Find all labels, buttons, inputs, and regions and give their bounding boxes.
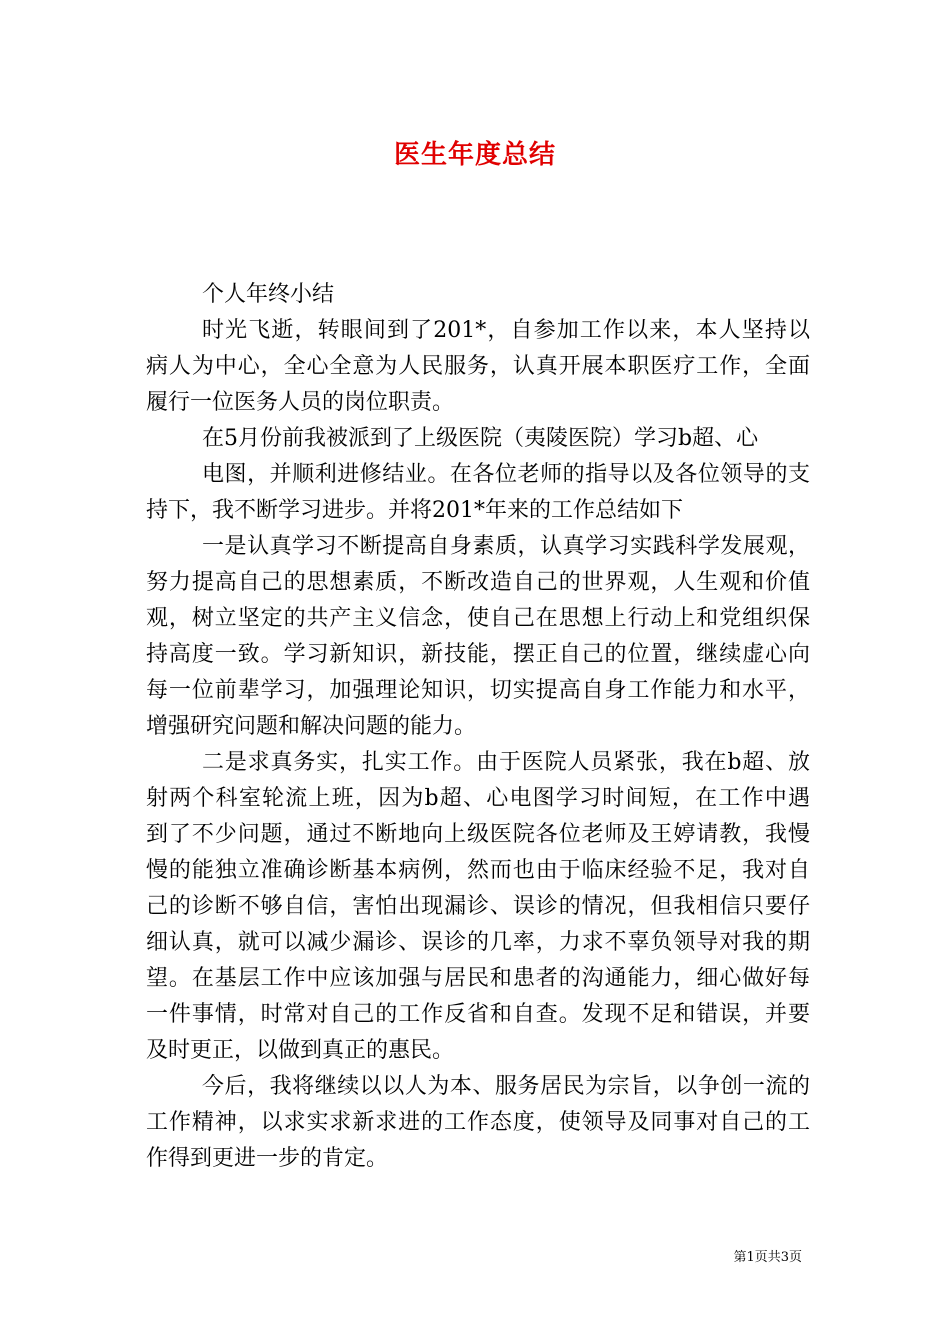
paragraph-line: 到了不少问题，通过不断地向上级医院各位老师及王婷请教，我慢	[146, 822, 810, 847]
paragraph-line: 及时更正，以做到真正的惠民。	[146, 1038, 455, 1063]
paragraph-line: 一件事情，时常对自己的工作反省和自查。发现不足和错误，并要	[146, 1002, 810, 1027]
document-title: 医生年度总结	[393, 140, 556, 170]
paragraph-line: 今后，我将继续以以人为本、服务居民为宗旨，以争创一流的	[202, 1074, 810, 1099]
paragraph-line: 射两个科室轮流上班，因为b超、心电图学习时间短，在工作中遇	[146, 786, 810, 811]
page-number-footer: 第1页共3页	[733, 1250, 802, 1265]
paragraph-line: 病人为中心，全心全意为人民服务，认真开展本职医疗工作，全面	[146, 354, 810, 379]
paragraph-line: 慢的能独立准确诊断基本病例，然而也由于临床经验不足，我对自	[146, 858, 810, 883]
paragraph-line: 每一位前辈学习，加强理论知识，切实提高自身工作能力和水平，	[146, 678, 810, 703]
paragraph-line: 时光飞逝，转眼间到了201*，自参加工作以来，本人坚持以	[202, 318, 810, 343]
paragraph-line: 细认真，就可以减少漏诊、误诊的几率，力求不辜负领导对我的期	[146, 930, 810, 955]
paragraph-line: 观，树立坚定的共产主义信念，使自己在思想上行动上和党组织保	[146, 606, 810, 631]
paragraph-line: 努力提高自己的思想素质，不断改造自己的世界观，人生观和价值	[146, 570, 810, 595]
paragraph-line: 工作精神，以求实求新求进的工作态度，使领导及同事对自己的工	[146, 1110, 810, 1135]
paragraph-line: 望。在基层工作中应该加强与居民和患者的沟通能力，细心做好每	[146, 966, 810, 991]
paragraph-line: 二是求真务实，扎实工作。由于医院人员紧张，我在b超、放	[202, 750, 810, 775]
paragraph-line: 己的诊断不够自信，害怕出现漏诊、误诊的情况，但我相信只要仔	[146, 894, 810, 919]
paragraph-line: 持下，我不断学习进步。并将201*年来的工作总结如下	[146, 498, 683, 523]
paragraph-line: 持高度一致。学习新知识，新技能，摆正自己的位置，继续虚心向	[146, 642, 810, 667]
section-heading: 个人年终小结	[202, 282, 335, 307]
paragraph-line: 增强研究问题和解决问题的能力。	[146, 714, 477, 739]
paragraph-line: 在5月份前我被派到了上级医院（夷陵医院）学习b超、心	[202, 426, 759, 451]
paragraph-line: 作得到更进一步的肯定。	[146, 1146, 389, 1171]
paragraph-line: 电图，并顺利进修结业。在各位老师的指导以及各位领导的支	[202, 462, 810, 487]
paragraph-line: 一是认真学习不断提高自身素质，认真学习实践科学发展观，	[202, 534, 810, 559]
paragraph-line: 履行一位医务人员的岗位职责。	[146, 390, 455, 415]
